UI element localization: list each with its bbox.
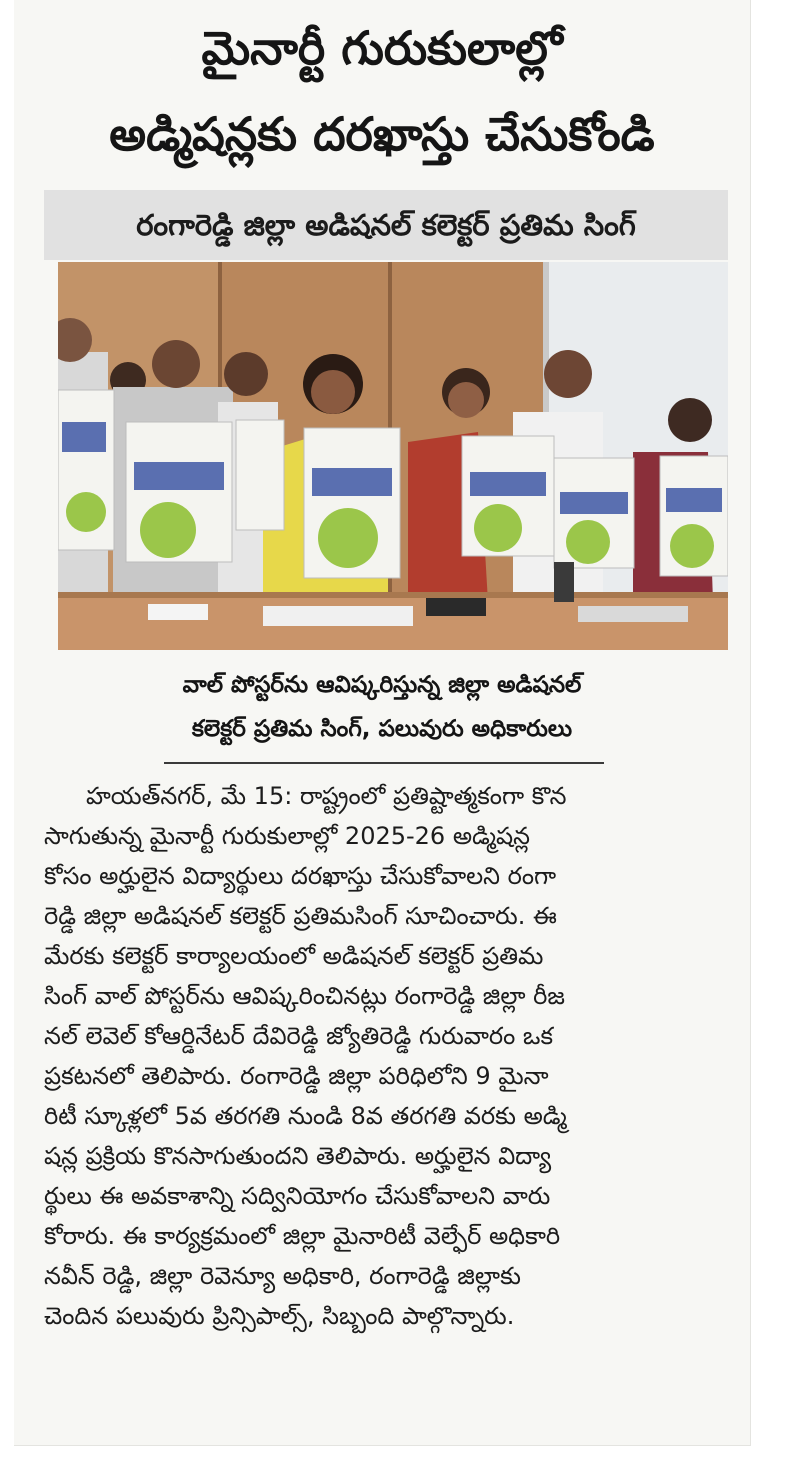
body-line: ప్రకటనలో తెలిపారు. రంగారెడ్డి జిల్లా పరిధిలోని 9 మైనా xyxy=(44,1062,549,1090)
photo-illustration xyxy=(58,262,728,650)
headline-line-2: అడ్మిషన్లకు దరఖాస్తు చేసుకోండి xyxy=(109,107,655,161)
caption-divider xyxy=(164,762,604,764)
subheadline: రంగారెడ్డి జిల్లా అడిషనల్ కలెక్టర్ ప్రతిమ సింగ్ xyxy=(44,190,728,260)
body-line: సింగ్ వాల్ పోస్టర్‌ను ఆవిష్కరించినట్లు రంగారెడ్డి జిల్లా రీజ xyxy=(44,982,565,1010)
photo-caption-line-2: కలెక్టర్ ప్రతిమ సింగ్, పలువురు అధికారులు xyxy=(191,716,573,742)
body-line: షన్ల ప్రక్రియ కొనసాగుతుందని తెలిపారు. అర్హులైన విద్యా xyxy=(44,1142,552,1170)
news-clipping xyxy=(14,0,751,1446)
body-line: నవీన్ రెడ్డి, జిల్లా రెవెన్యూ అధికారి, రంగారెడ్డి జిల్లాకు xyxy=(44,1262,521,1290)
body-line: ర్థులు ఈ అవకాశాన్ని సద్వినియోగం చేసుకోవాలని వారు xyxy=(44,1182,551,1210)
body-line: రెడ్డి జిల్లా అడిషనల్ కలెక్టర్ ప్రతిమసింగ్ సూచించారు. ఈ xyxy=(44,902,557,930)
body-line: మేరకు కలెక్టర్ కార్యాలయంలో అడిషనల్ కలెక్టర్ ప్రతిమ xyxy=(44,942,544,970)
body-line: కోసం అర్హులైన విద్యార్థులు దరఖాస్తు చేసుకోవాలని రంగా xyxy=(44,862,557,890)
headline-line-1: మైనార్టీ గురుకులాల్లో xyxy=(201,21,563,75)
body-line: హయత్‌నగర్, మే 15: రాష్ట్రంలో ప్రతిష్టాత్మకంగా కొన xyxy=(86,782,567,810)
body-line: చెందిన పలువురు ప్రిన్సిపాల్స్, సిబ్బంది పాల్గొన్నారు. xyxy=(44,1302,515,1330)
body-line: నల్ లెవెల్ కోఆర్డినేటర్ దేవిరెడ్డి జ్యోతిరెడ్డి గురువారం ఒక xyxy=(44,1022,553,1050)
event-photo xyxy=(58,262,728,650)
article-body xyxy=(44,776,734,1336)
body-line: రిటీ స్కూళ్లలో 5వ తరగతి నుండి 8వ తరగతి వరకు అడ్మి xyxy=(44,1102,567,1130)
body-line: సాగుతున్న మైనార్టీ గురుకులాల్లో 2025-26 అడ్మిషన్ల xyxy=(44,822,530,850)
photo-caption-line-1: వాల్ పోస్టర్‌ను ఆవిష్కరిస్తున్న జిల్లా అడిషనల్ xyxy=(182,672,582,698)
body-line: కోరారు. ఈ కార్యక్రమంలో జిల్లా మైనారిటీ వెల్ఫేర్ అధికారి xyxy=(44,1222,561,1250)
